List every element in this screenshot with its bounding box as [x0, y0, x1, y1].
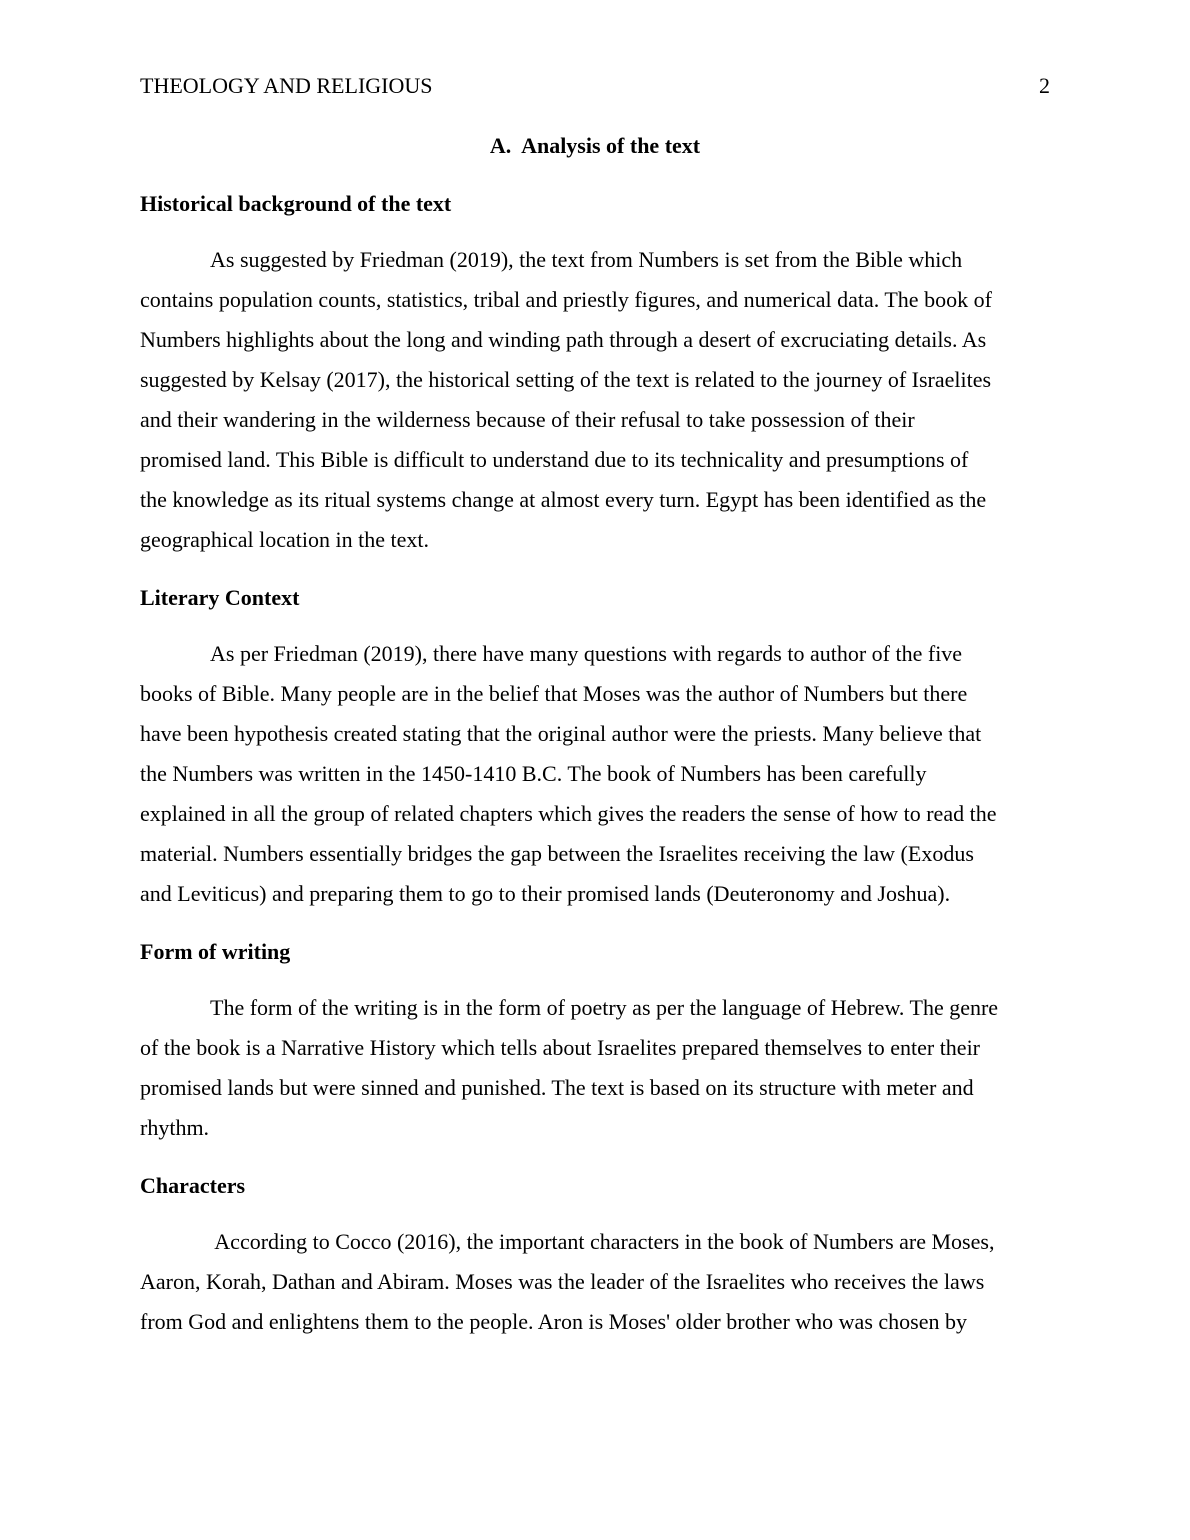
paragraph-line: promised lands but were sinned and punished. The text is based on its structure with meter and	[140, 1075, 974, 1100]
paragraph-line: contains population counts, statistics, tribal and priestly figures, and numerical data. The book of	[140, 287, 992, 312]
section-form-of-writing	[140, 932, 1050, 1148]
section-literary-context	[140, 578, 1050, 914]
running-header	[140, 66, 1050, 106]
paragraph-line: geographical location in the text.	[140, 527, 429, 552]
paragraph-line: have been hypothesis created stating that the original author were the priests. Many believe that	[140, 721, 982, 746]
paragraph	[140, 1222, 1050, 1342]
paragraph-line: of the book is a Narrative History which tells about Israelites prepared themselves to enter their	[140, 1035, 981, 1060]
section-heading: Characters	[140, 1173, 246, 1198]
running-head-text: THEOLOGY AND RELIGIOUS	[140, 73, 433, 98]
paragraph-line: rhythm.	[140, 1115, 210, 1140]
paragraph-line: material. Numbers essentially bridges the gap between the Israelites receiving the law (Exodus	[140, 841, 974, 866]
paragraph-line: The form of the writing is in the form of poetry as per the language of Hebrew. The genre	[210, 995, 999, 1020]
section-characters	[140, 1166, 1050, 1342]
paragraph	[140, 988, 1050, 1148]
paragraph-line: and Leviticus) and preparing them to go to their promised lands (Deuteronomy and Joshua).	[140, 881, 951, 906]
paragraph-line: Aaron, Korah, Dathan and Abiram. Moses was the leader of the Israelites who receives the laws	[140, 1269, 985, 1294]
paragraph-line: explained in all the group of related chapters which gives the readers the sense of how to read the	[140, 801, 997, 826]
section-heading: Form of writing	[140, 939, 291, 964]
paragraph-line: According to Cocco (2016), the important characters in the book of Numbers are Moses,	[210, 1229, 995, 1254]
paragraph-line: the knowledge as its ritual systems change at almost every turn. Egypt has been identified as the	[140, 487, 987, 512]
paragraph	[140, 634, 1050, 914]
paragraph-line: suggested by Kelsay (2017), the historical setting of the text is related to the journey of Israelites	[140, 367, 992, 392]
paragraph-line: As suggested by Friedman (2019), the text from Numbers is set from the Bible which	[210, 247, 963, 272]
paragraph-line: Numbers highlights about the long and winding path through a desert of excruciating details. As	[140, 327, 987, 352]
paragraph-line: and their wandering in the wilderness because of their refusal to take possession of their	[140, 407, 915, 432]
paragraph-line: books of Bible. Many people are in the belief that Moses was the author of Numbers but there	[140, 681, 968, 706]
page-number: 2	[1039, 73, 1050, 98]
paragraph-line: from God and enlightens them to the people. Aron is Moses' older brother who was chosen by	[140, 1309, 967, 1334]
paragraph-line: promised land. This Bible is difficult to understand due to its technicality and presumptions of	[140, 447, 969, 472]
paragraph-line: As per Friedman (2019), there have many questions with regards to author of the five	[210, 641, 963, 666]
paragraph	[140, 240, 1050, 560]
paragraph-line: the Numbers was written in the 1450-1410 B.C. The book of Numbers has been carefully	[140, 761, 927, 786]
section-heading: Historical background of the text	[140, 191, 452, 216]
section-heading: Literary Context	[140, 585, 300, 610]
section-historical-background	[140, 184, 1050, 560]
page-title: A. Analysis of the text	[489, 133, 701, 158]
